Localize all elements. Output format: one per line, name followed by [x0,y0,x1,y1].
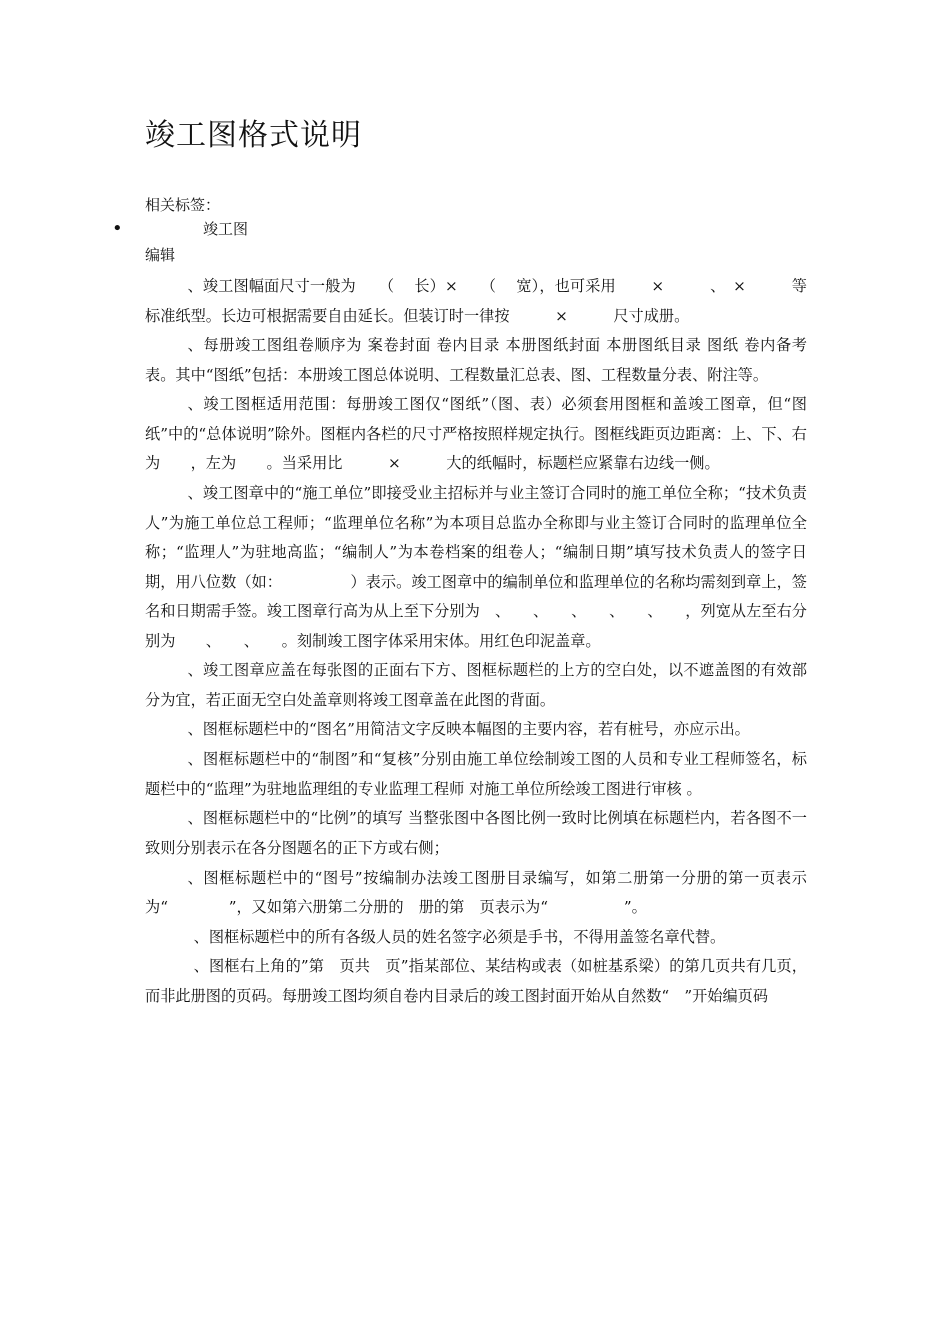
tag-link[interactable]: 竣工图 [203,220,249,238]
paragraph-9: 、图框标题栏中的“图号”按编制办法竣工图册目录编写，如第二册第一分册的第一页表示为“ ”，又如第六册第二分册的 册的第 页表示为“ ”。 [145,868,807,916]
paragraph-6: 、图框标题栏中的“图名”用简洁文字反映本幅图的主要内容，若有桩号，亦应示出。 [187,720,750,739]
paragraph-10: 、图框标题栏中的所有各级人员的姓名签字必须是手书，不得用盖签名章代替。 [193,927,726,946]
paragraph-4: 、竣工图章中的“施工单位”即接受业主招标并与业主签订合同时的施工单位全称；“技术负责人”为施工单位总工程师；“监理单位名称”为本项目总监办全称即与业主签订合同时的监理单位全称；“监理人”为驻地高监；“编制人”为本卷档案的组卷人；“编制日期”填写技术负责人的签字日期，用八位数（如： ）表示。竣工图章中的编制单位和监理单位的名称均需刻到章上，签名和日期需手签。竣工图章行高为从上至下分别为 、 、 、 、 、 ，列宽从左至右分别为 、 、 。刻制竣工图字体采用宋体。用红色印泥盖章。 [145,484,807,650]
paragraph-7: 、图框标题栏中的“制图”和“复核”分别由施工单位绘制竣工图的人员和专业工程师签名，标题栏中的“监理”为驻地监理组的专业监理工程师 对施工单位所绘竣工图进行审核 。 [145,750,807,798]
page-title: 竣工图格式说明 [145,118,362,153]
document-body [145,272,807,1011]
edit-link[interactable]: 编辑 [145,246,176,264]
paragraph-3: 、竣工图框适用范围：每册竣工图仅“图纸”（图、表）必须套用图框和盖竣工图章，但“图纸”中的“总体说明”除外。图框内各栏的尺寸严格按照样规定执行。图框线距页边距离：上、下、右为 ，左为 。当采用比 × 大的纸幅时，标题栏应紧靠右边线一侧。 [145,395,807,473]
bullet-icon: • [112,218,123,239]
paragraph-2: 、每册竣工图组卷顺序为 案卷封面 卷内目录 本册图纸封面 本册图纸目录 图纸 卷内备考表。其中“图纸”包括：本册竣工图总体说明、工程数量汇总表、图、工程数量分表、附注等。 [145,336,807,384]
paragraph-11: 、图框右上角的”第 页共 页”指某部位、某结构或表（如桩基系梁）的第几页共有几页，而非此册图的页码。每册竣工图均须自卷内目录后的竣工图封面开始从自然数“ ”开始编页码 [145,957,807,1005]
paragraph-1: 、竣工图幅面尺寸一般为 （ 长）× （ 宽），也可采用 × 、 × 等标准纸型。长边可根据需要自由延长。但装订时一律按 × 尺寸成册。 [145,277,807,325]
paragraph-8: 、图框标题栏中的“比例”的填写 当整张图中各图比例一致时比例填在标题栏内，若各图不一致则分别表示在各分图题名的正下方或右侧； [145,809,807,857]
paragraph-5: 、竣工图章应盖在每张图的正面右下方、图框标题栏的上方的空白处，以不遮盖图的有效部分为宜，若正面无空白处盖章则将竣工图章盖在此图的背面。 [145,661,807,709]
tags-label: 相关标签： [145,196,221,214]
